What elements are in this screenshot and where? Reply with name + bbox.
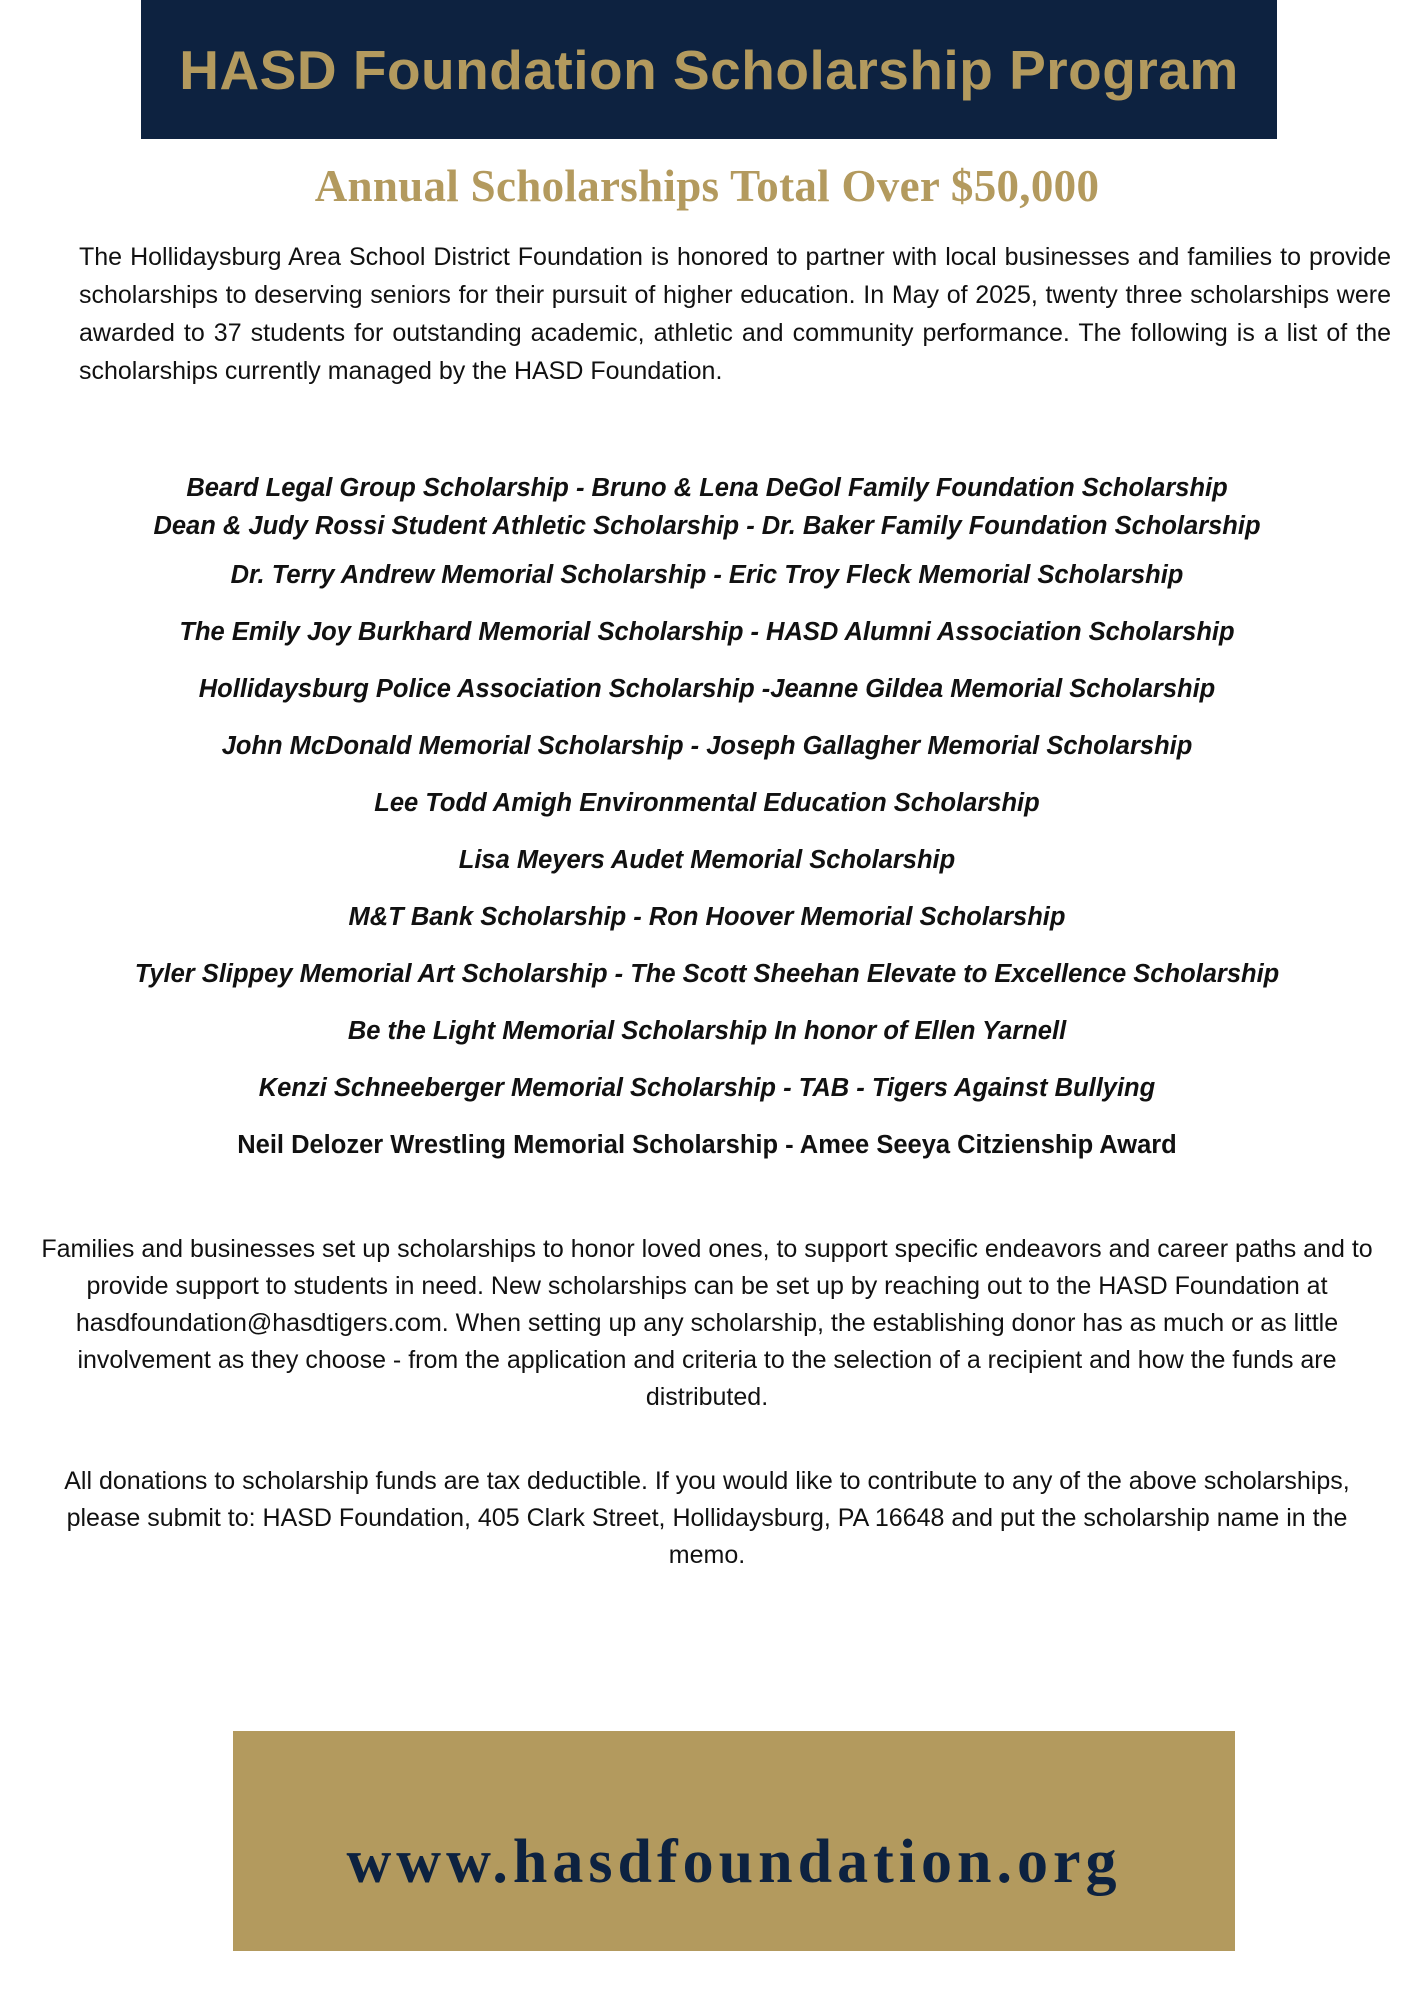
intro-paragraph: The Hollidaysburg Area School District Foundation is honored to partner with local businesses and families to provide scholarships to deserving seniors for their pursuit of higher education. In May of 2025, twenty three scholarships were awarded to 37 students for outstanding academic, athletic and community performance. The following is a list of the scholarships currently managed by the HASD Foundation. (79, 243, 1391, 385)
scholarship-list-item: Be the Light Memorial Scholarship In honor of Ellen Yarnell (347, 1017, 1067, 1045)
donations-paragraph: All donations to scholarship funds are tax deductible. If you would like to contribute to any of the above scholarships, please submit to: HASD Foundation, 405 Clark Street, Hollidaysburg, PA 16648 and put the scholarship name in the memo. (64, 1467, 1350, 1569)
families-paragraph: Families and businesses set up scholarships to honor loved ones, to support specific endeavors and career paths and to provide support to students in need. New scholarships can be set up by reaching out to the HASD Foundation at hasdfoundation@hasdtigers.com. When setting up any scholarship, the establishing donor has as much or as little involvement as they choose - from the application and criteria to the selection of a recipient and how the funds are distributed. (41, 1235, 1373, 1411)
footer-banner (233, 1731, 1235, 1951)
scholarship-list-item: John McDonald Memorial Scholarship - Joseph Gallagher Memorial Scholarship (221, 732, 1193, 760)
website-link[interactable]: www.hasdfoundation.org (346, 1828, 1122, 1896)
scholarship-list-item: Beard Legal Group Scholarship - Bruno & Lena DeGol Family Foundation Scholarship (186, 474, 1228, 502)
page-title: HASD Foundation Scholarship Program (179, 38, 1239, 101)
header-banner (141, 0, 1277, 139)
scholarship-list-item: Lisa Meyers Audet Memorial Scholarship (458, 846, 956, 874)
scholarship-list-item: M&T Bank Scholarship - Ron Hoover Memorial Scholarship (348, 903, 1066, 931)
scholarship-list-item: Neil Delozer Wrestling Memorial Scholarship - Amee Seeya Citzienship Award (237, 1131, 1177, 1159)
scholarship-list-item: Kenzi Schneeberger Memorial Scholarship - TAB - Tigers Against Bullying (258, 1074, 1156, 1102)
scholarship-list-item: Dean & Judy Rossi Student Athletic Scholarship - Dr. Baker Family Foundation Scholarship (153, 512, 1261, 540)
scholarship-list-item: Dr. Terry Andrew Memorial Scholarship - Eric Troy Fleck Memorial Scholarship (230, 561, 1184, 589)
scholarship-list-item: Tyler Slippey Memorial Art Scholarship - The Scott Sheehan Elevate to Excellence Scholarship (134, 960, 1280, 988)
scholarship-list-item: Hollidaysburg Police Association Scholarship -Jeanne Gildea Memorial Scholarship (198, 675, 1216, 703)
subtitle: Annual Scholarships Total Over $50,000 (314, 161, 1100, 211)
scholarship-list-item: The Emily Joy Burkhard Memorial Scholarship - HASD Alumni Association Scholarship (179, 618, 1235, 646)
scholarship-list-item: Lee Todd Amigh Environmental Education Scholarship (374, 789, 1040, 817)
